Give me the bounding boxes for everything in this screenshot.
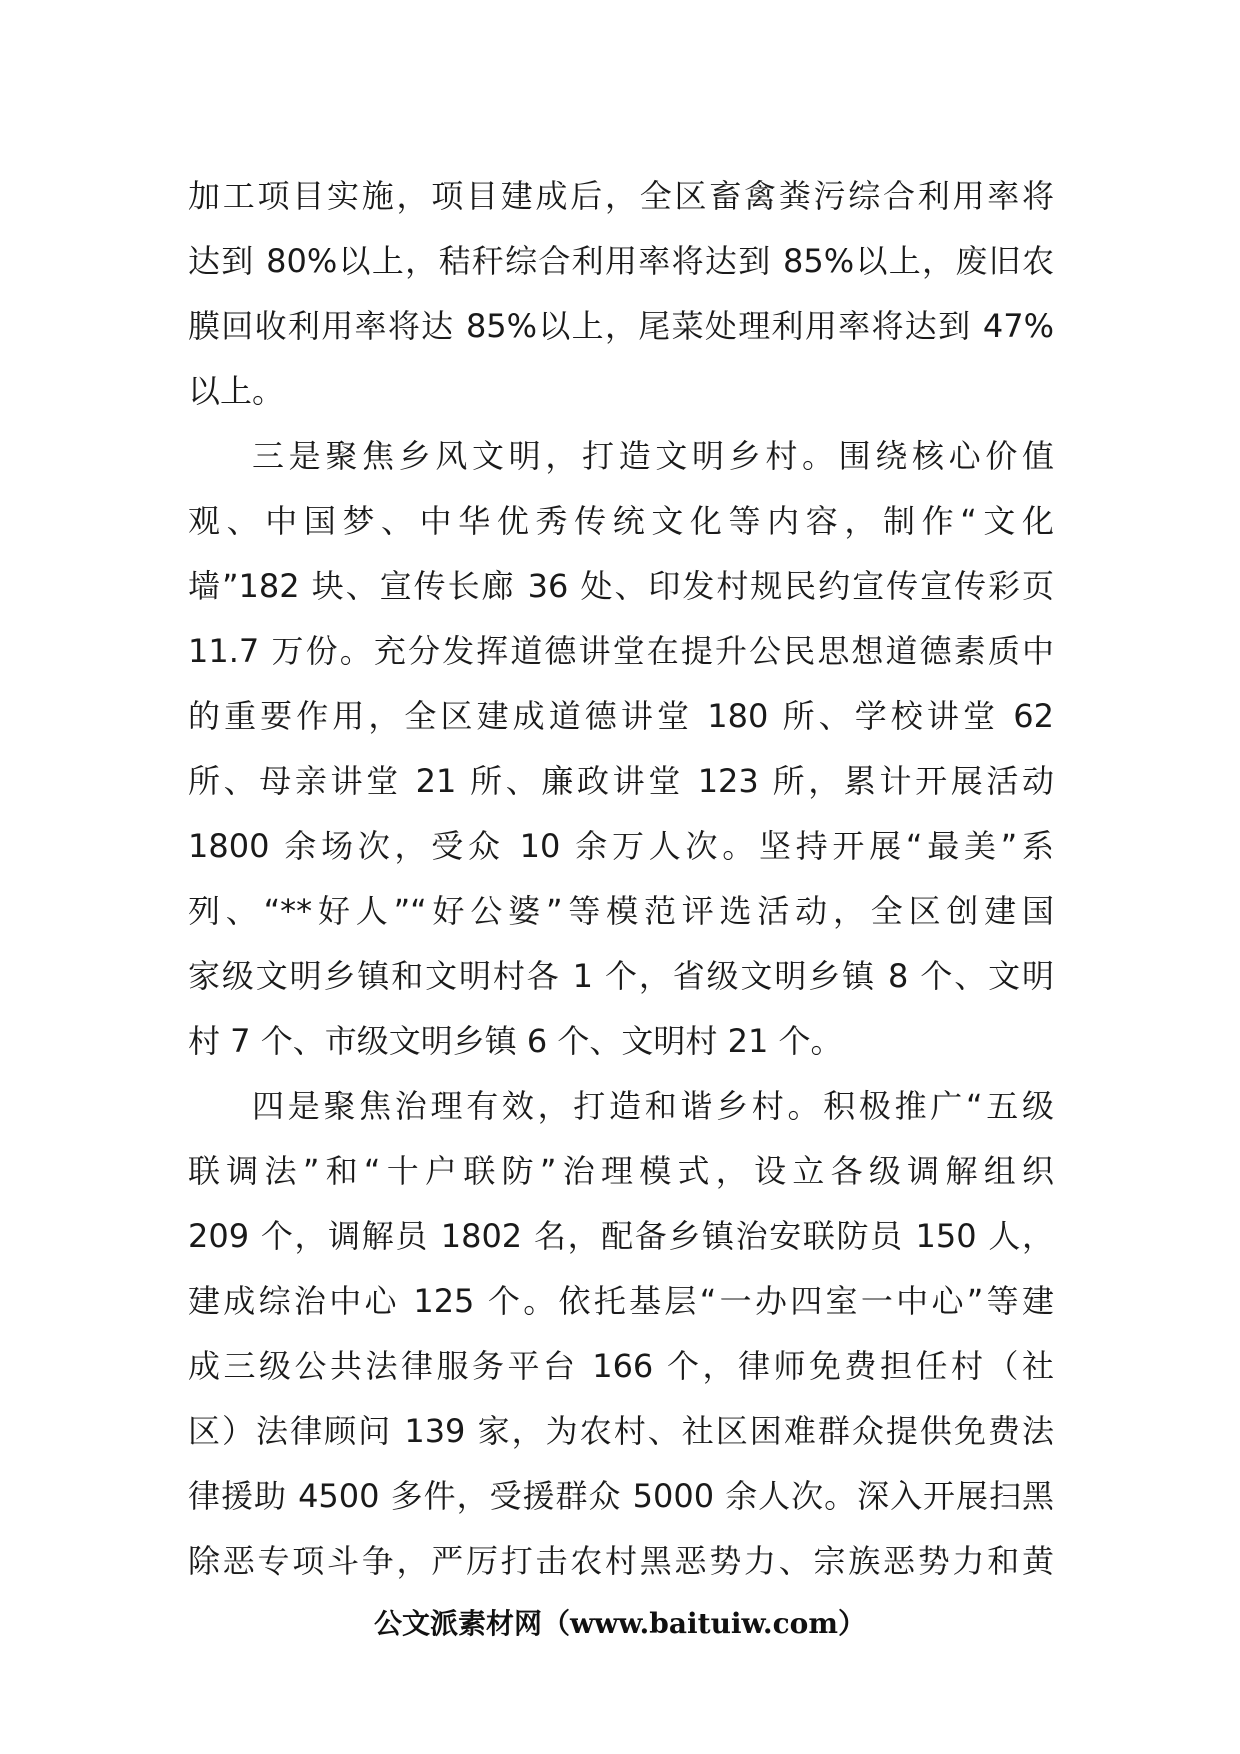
text-line: 1800 余场次，受众 10 余万人次。坚持开展“最美”系: [188, 827, 1054, 865]
paragraph-1: [188, 164, 1054, 424]
text-line: 成三级公共法律服务平台 166 个，律师免费担任村（社: [188, 1347, 1054, 1385]
text-line: 列、“**好人”“好公婆”等模范评选活动，全区创建国: [188, 892, 1054, 930]
text-line: 的重要作用，全区建成道德讲堂 180 所、学校讲堂 62: [188, 697, 1054, 735]
paragraph-3: [188, 1074, 1054, 1594]
text-line: 家级文明乡镇和文明村各 1 个，省级文明乡镇 8 个、文明: [188, 957, 1054, 995]
document-body: [188, 164, 1054, 1594]
paragraph-2: [188, 424, 1054, 1074]
text-line: 11.7 万份。充分发挥道德讲堂在提升公民思想道德素质中: [188, 632, 1054, 670]
text-line: 加工项目实施，项目建成后，全区畜禽粪污综合利用率将: [188, 177, 1054, 215]
text-line: 膜回收利用率将达 85%以上，尾菜处理利用率将达到 47%: [188, 307, 1054, 345]
text-line: 所、母亲讲堂 21 所、廉政讲堂 123 所，累计开展活动: [188, 762, 1054, 800]
text-line: 209 个，调解员 1802 名，配备乡镇治安联防员 150 人，: [188, 1217, 1054, 1255]
text-line: 达到 80%以上，秸秆综合利用率将达到 85%以上，废旧农: [188, 242, 1054, 280]
text-line: 以上。: [188, 372, 285, 410]
text-line: 联调法”和“十户联防”治理模式，设立各级调解组织: [188, 1152, 1054, 1190]
text-line: 区）法律顾问 139 家，为农村、社区困难群众提供免费法: [188, 1412, 1054, 1450]
text-line: 除恶专项斗争，严厉打击农村黑恶势力、宗族恶势力和黄: [188, 1542, 1054, 1580]
text-line: 村 7 个、市级文明乡镇 6 个、文明村 21 个。: [188, 1022, 843, 1060]
text-line: 四是聚焦治理有效，打造和谐乡村。积极推广“五级: [252, 1087, 1054, 1125]
text-line: 墙”182 块、宣传长廊 36 处、印发村规民约宣传宣传彩页: [188, 567, 1054, 605]
text-line: 观、中国梦、中华优秀传统文化等内容，制作“文化: [188, 502, 1054, 540]
text-line: 建成综治中心 125 个。依托基层“一办四室一中心”等建: [188, 1282, 1054, 1320]
text-line: 律援助 4500 多件，受援群众 5000 余人次。深入开展扫黑: [188, 1477, 1054, 1515]
text-line: 三是聚焦乡风文明，打造文明乡村。围绕核心价值: [252, 437, 1054, 475]
page-footer: 公文派素材网（www.baituiw.com）: [374, 1607, 866, 1640]
